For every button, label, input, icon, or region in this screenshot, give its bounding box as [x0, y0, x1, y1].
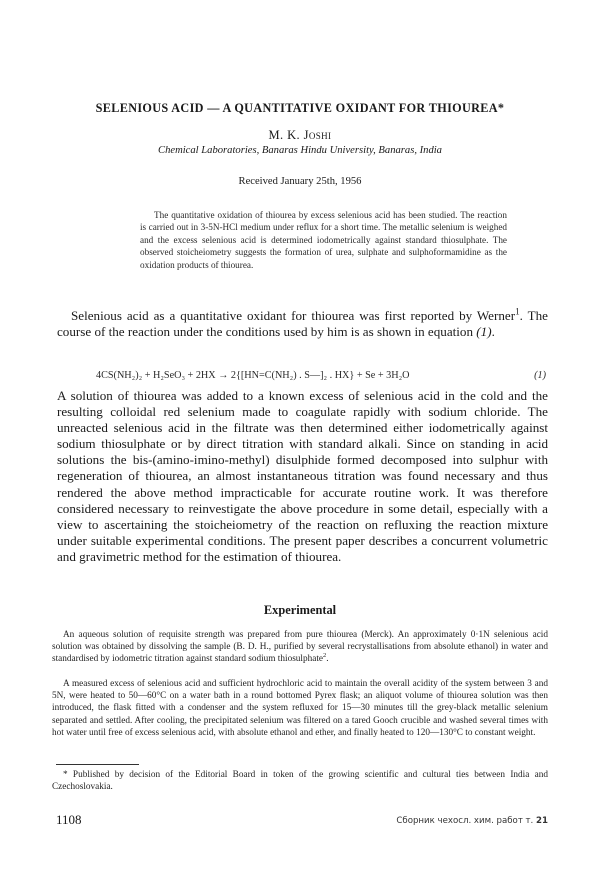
author-name: M. K. Joshi — [268, 128, 332, 142]
intro-text-a: Selenious acid as a quantitative oxidant for thiourea was first reported by Werner — [71, 308, 516, 323]
intro-text-b: . The course of the reaction under the conditions used by him is as shown in equation — [57, 308, 548, 340]
experimental-paragraph-1 — [52, 629, 548, 666]
intro-text-c: . — [491, 324, 495, 340]
paper-title: SELENIOUS ACID — A QUANTITATIVE OXIDANT FOR THIOUREA* — [95, 101, 505, 115]
intro-paragraph — [57, 308, 548, 340]
abstract: The quantitative oxidation of thiourea by excess selenious acid has been studied. The reaction is carried out in 3-5N-HCl medium under reflux for a short time. The metallic selenium is weighed and the excess selenious acid is determined iodometrically against standard thiosulphate. The observed stoicheiometry suggests the formation of urea, sulphate and sulphoformamidine as the oxidation products of thiourea. — [140, 210, 507, 270]
page-number: 1108 — [56, 812, 82, 827]
journal-reference — [396, 816, 548, 826]
body-paragraph: A solution of thiourea was added to a known excess of selenious acid in the cold and the resulting colloidal red selenium made to coagulate rapidly with sodium chloride. The unreacted selenious acid in the filtrate was then determined either iodometrically against sodium thiosulphate or by direct titration with standard alkali. Since on standing in acid solutions the bis-(amino-imino-methyl) disulphide formed decomposed into sulphur with regeneration of thiourea, an almost instantaneous titration was found necessary and thus rendered the above method impracticable for accurate routine work. It was therefore considered necessary to reinvestigate the above procedure in some detail, especially with a view to ascertaining the stoicheiometry of the reaction on refluxing the reaction mixture under suitable experimental conditions. The present paper describes a concurrent volumetric and gravimetric method for the estimation of thiourea. — [57, 388, 548, 564]
reference-1: 1 — [515, 306, 520, 317]
equation-text: 4CS(NH₂)₂ + H₂SeO₃ + 2HX → 2{[HN=C(NH₂) . S—]₂ . HX} + Se + 3H₂O — [96, 370, 410, 381]
experimental-paragraph-2: A measured excess of selenious acid and sufficient hydrochloric acid to maintain the overall acidity of the system between 3 and 5N, were heated to 50—60°C on a water bath in a round bottomed Pyrex flask; an aliquot volume of thiourea solution was then introduced, the flask fitted with a condenser and the system refluxed for 15—30 minutes till the grey-black metallic selenium separated and settled. After cooling, the precipitated selenium was filtered on a tared Gooch crucible and washed several times with hot water until free of excess selenious acid, with absolute ethanol and ether, and finally heated to 120—130°C to constant weight. — [52, 679, 548, 738]
journal-name: Сборник чехосл. хим. работ т. — [396, 816, 534, 826]
experimental-text-b: . — [326, 654, 329, 665]
received-date: Received January 25th, 1956 — [238, 176, 362, 187]
equation-1 — [96, 370, 546, 381]
equation-number: (1) — [534, 370, 546, 381]
reference-2: 2 — [323, 652, 327, 660]
affiliation: Chemical Laboratories, Banaras Hindu University, Banaras, India — [158, 145, 442, 156]
equation-reference: (1) — [476, 324, 492, 340]
experimental-text-a: An aqueous solution of requisite strength was prepared from pure thiourea (Merck). An approximately 0·1N selenious acid solution was obtained by dissolving the sample (B. D. H., purified by several recrystallisations from absolute ethanol) in water and standardised by iodometric titration against standard sodium thiosulphate — [52, 630, 548, 665]
footnote-divider — [56, 764, 139, 765]
section-heading-experimental: Experimental — [263, 603, 337, 617]
journal-volume: 21 — [536, 816, 548, 826]
footnote: * Published by decision of the Editorial Board in token of the growing scientific and cultural ties between India and Czechoslovakia. — [52, 770, 548, 793]
